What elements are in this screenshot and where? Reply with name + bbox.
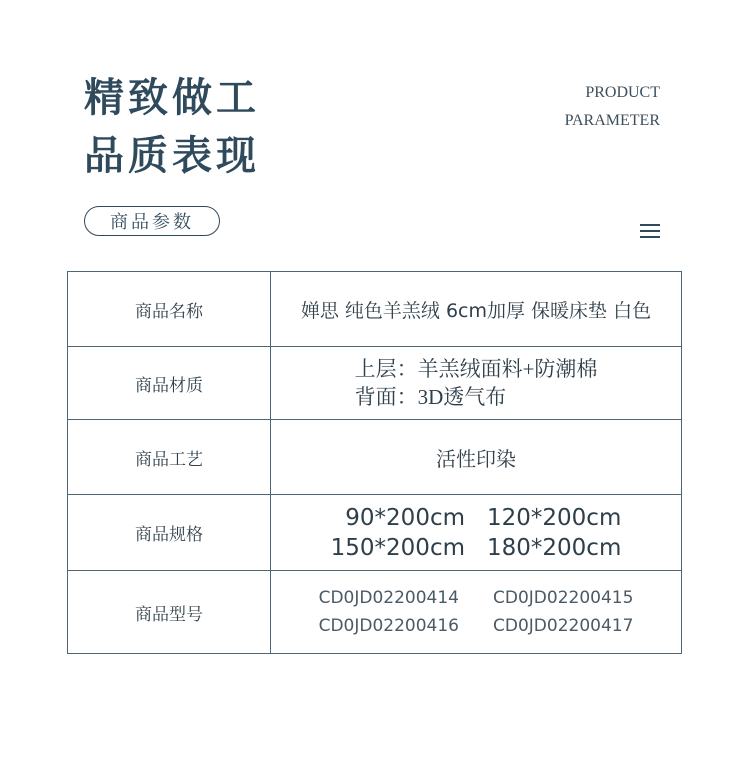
- table-row: [68, 272, 682, 347]
- english-title-line2: PARAMETER: [564, 112, 660, 129]
- parameter-table: [67, 271, 682, 654]
- row-label-craft: 商品工艺: [68, 420, 271, 495]
- model-item: CD0JD02200417: [493, 616, 634, 636]
- page-title-line1: 精致做工: [84, 74, 260, 121]
- section-badge: 商品参数: [84, 206, 220, 236]
- menu-icon: [640, 224, 660, 240]
- craft-text: 活性印染: [436, 446, 516, 471]
- row-value-material: [271, 347, 682, 420]
- material-back: 背面：3D透气布: [354, 385, 507, 409]
- row-value-craft: [271, 420, 682, 495]
- spec-list: [271, 503, 681, 563]
- row-label-material: 商品材质: [68, 347, 271, 420]
- spec-item: 120*200cm: [487, 504, 622, 531]
- row-label-spec: 商品规格: [68, 495, 271, 571]
- table-row: [68, 347, 682, 420]
- table-row: [68, 571, 682, 654]
- row-value-model: [271, 571, 682, 654]
- row-label-model: 商品型号: [68, 571, 271, 654]
- material-top: 上层：羊羔绒面料+防潮棉: [354, 357, 598, 381]
- product-name: 婵思 纯色羊羔绒 6cm加厚 保暖床垫 白色: [300, 299, 652, 322]
- table-row: [68, 420, 682, 495]
- table-row: [68, 495, 682, 571]
- english-title-line1: PRODUCT: [585, 84, 660, 101]
- spec-item: 180*200cm: [487, 534, 622, 561]
- model-list: [271, 584, 681, 640]
- model-item: CD0JD02200414: [318, 588, 459, 608]
- spec-item: 150*200cm: [330, 534, 465, 561]
- row-value-name: [271, 272, 682, 347]
- model-item: CD0JD02200415: [493, 588, 634, 608]
- row-value-spec: [271, 495, 682, 571]
- row-label-name: 商品名称: [68, 272, 271, 347]
- spec-item: 90*200cm: [345, 504, 465, 531]
- material-text: [355, 355, 598, 411]
- model-item: CD0JD02200416: [318, 616, 459, 636]
- page-title-line2: 品质表现: [84, 132, 260, 179]
